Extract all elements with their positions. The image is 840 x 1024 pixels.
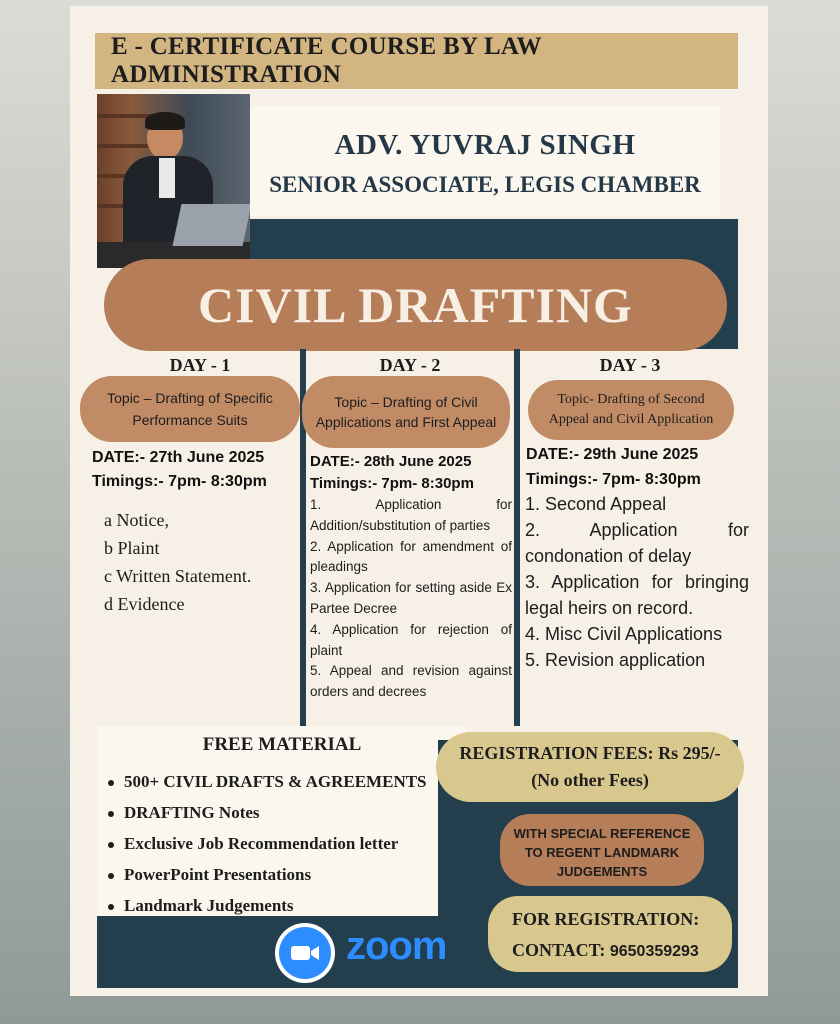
list-item: 3. Application for bringing legal heirs on record. bbox=[525, 572, 749, 618]
bullet-icon bbox=[108, 904, 114, 910]
day-date: DATE:- 29th June 2025 bbox=[526, 446, 699, 463]
day-date: DATE:- 28th June 2025 bbox=[310, 453, 472, 470]
list-item: d Evidence bbox=[104, 594, 185, 614]
registration-contact bbox=[488, 896, 732, 972]
bullet-icon bbox=[108, 842, 114, 848]
list-item: 500+ CIVIL DRAFTS & AGREEMENTS bbox=[108, 766, 427, 797]
contact-label: CONTACT: bbox=[512, 940, 606, 960]
zoom-logo-text: zoom bbox=[346, 924, 447, 968]
speaker-designation: SENIOR ASSOCIATE, LEGIS CHAMBER bbox=[269, 172, 701, 197]
list-item: 1. Second Appeal bbox=[525, 494, 667, 514]
list-item: a Notice, bbox=[104, 510, 169, 530]
day-label: DAY - 3 bbox=[599, 355, 661, 375]
day-date: DATE:- 27th June 2025 bbox=[92, 449, 265, 466]
day-topic: Topic- Drafting of Second Appeal and Civil Application bbox=[528, 380, 734, 440]
contact-phone[interactable]: 9650359293 bbox=[609, 943, 699, 960]
list-item: 2. Application for amendment of pleadings bbox=[310, 538, 512, 575]
registration-fees bbox=[436, 732, 744, 802]
list-item: DRAFTING Notes bbox=[108, 797, 427, 828]
list-item: 5. Appeal and revision against orders and decrees bbox=[310, 663, 512, 700]
list-item: PowerPoint Presentations bbox=[108, 859, 427, 890]
list-item: b Plaint bbox=[104, 538, 160, 558]
day-label: DAY - 1 bbox=[169, 355, 231, 375]
bullet-icon bbox=[108, 873, 114, 879]
special-reference-badge: WITH SPECIAL REFERENCE TO REGENT LANDMARK JUDGEMENTS bbox=[500, 814, 704, 886]
free-material-title: FREE MATERIAL bbox=[202, 734, 362, 755]
fees-note: (No other Fees) bbox=[531, 770, 649, 790]
day-timings: Timings:- 7pm- 8:30pm bbox=[526, 471, 701, 488]
course-title: CIVIL DRAFTING bbox=[104, 259, 727, 351]
day-items bbox=[525, 491, 749, 673]
list-item: 2. Application for condonation of delay bbox=[525, 520, 749, 566]
list-item: c Written Statement. bbox=[104, 566, 252, 586]
day-items bbox=[104, 506, 251, 618]
day-topic: Topic – Drafting of Specific Performance Suits bbox=[80, 376, 300, 442]
day-topic: Topic – Drafting of Civil Applications and First Appeal bbox=[302, 376, 510, 448]
column-divider bbox=[514, 349, 520, 726]
list-item: 4. Misc Civil Applications bbox=[525, 624, 723, 644]
list-item: Landmark Judgements bbox=[108, 890, 427, 921]
day-items bbox=[310, 495, 512, 703]
day-timings: Timings:- 7pm- 8:30pm bbox=[310, 475, 474, 492]
course-poster bbox=[70, 6, 768, 996]
bullet-icon bbox=[108, 780, 114, 786]
video-camera-icon bbox=[275, 923, 335, 983]
registration-label: FOR REGISTRATION: bbox=[512, 909, 700, 929]
list-item: 3. Application for setting aside Ex Partee Decree bbox=[310, 580, 512, 616]
bullet-icon bbox=[108, 811, 114, 817]
list-item: Exclusive Job Recommendation letter bbox=[108, 828, 427, 859]
speaker-photo bbox=[97, 94, 250, 268]
list-item: 5. Revision application bbox=[525, 650, 706, 670]
free-material-list bbox=[108, 766, 427, 921]
day-label: DAY - 2 bbox=[379, 355, 441, 375]
day-timings: Timings:- 7pm- 8:30pm bbox=[92, 473, 267, 490]
list-item: 4. Application for rejection of plaint bbox=[310, 621, 512, 658]
speaker-name: ADV. YUVRAJ SINGH bbox=[334, 129, 636, 161]
list-item: 1. Application for Addition/substitution of parties bbox=[310, 497, 512, 533]
top-banner: E - CERTIFICATE COURSE BY LAW ADMINISTRATION bbox=[95, 33, 738, 89]
fees-amount: REGISTRATION FEES: Rs 295/- bbox=[459, 743, 721, 763]
